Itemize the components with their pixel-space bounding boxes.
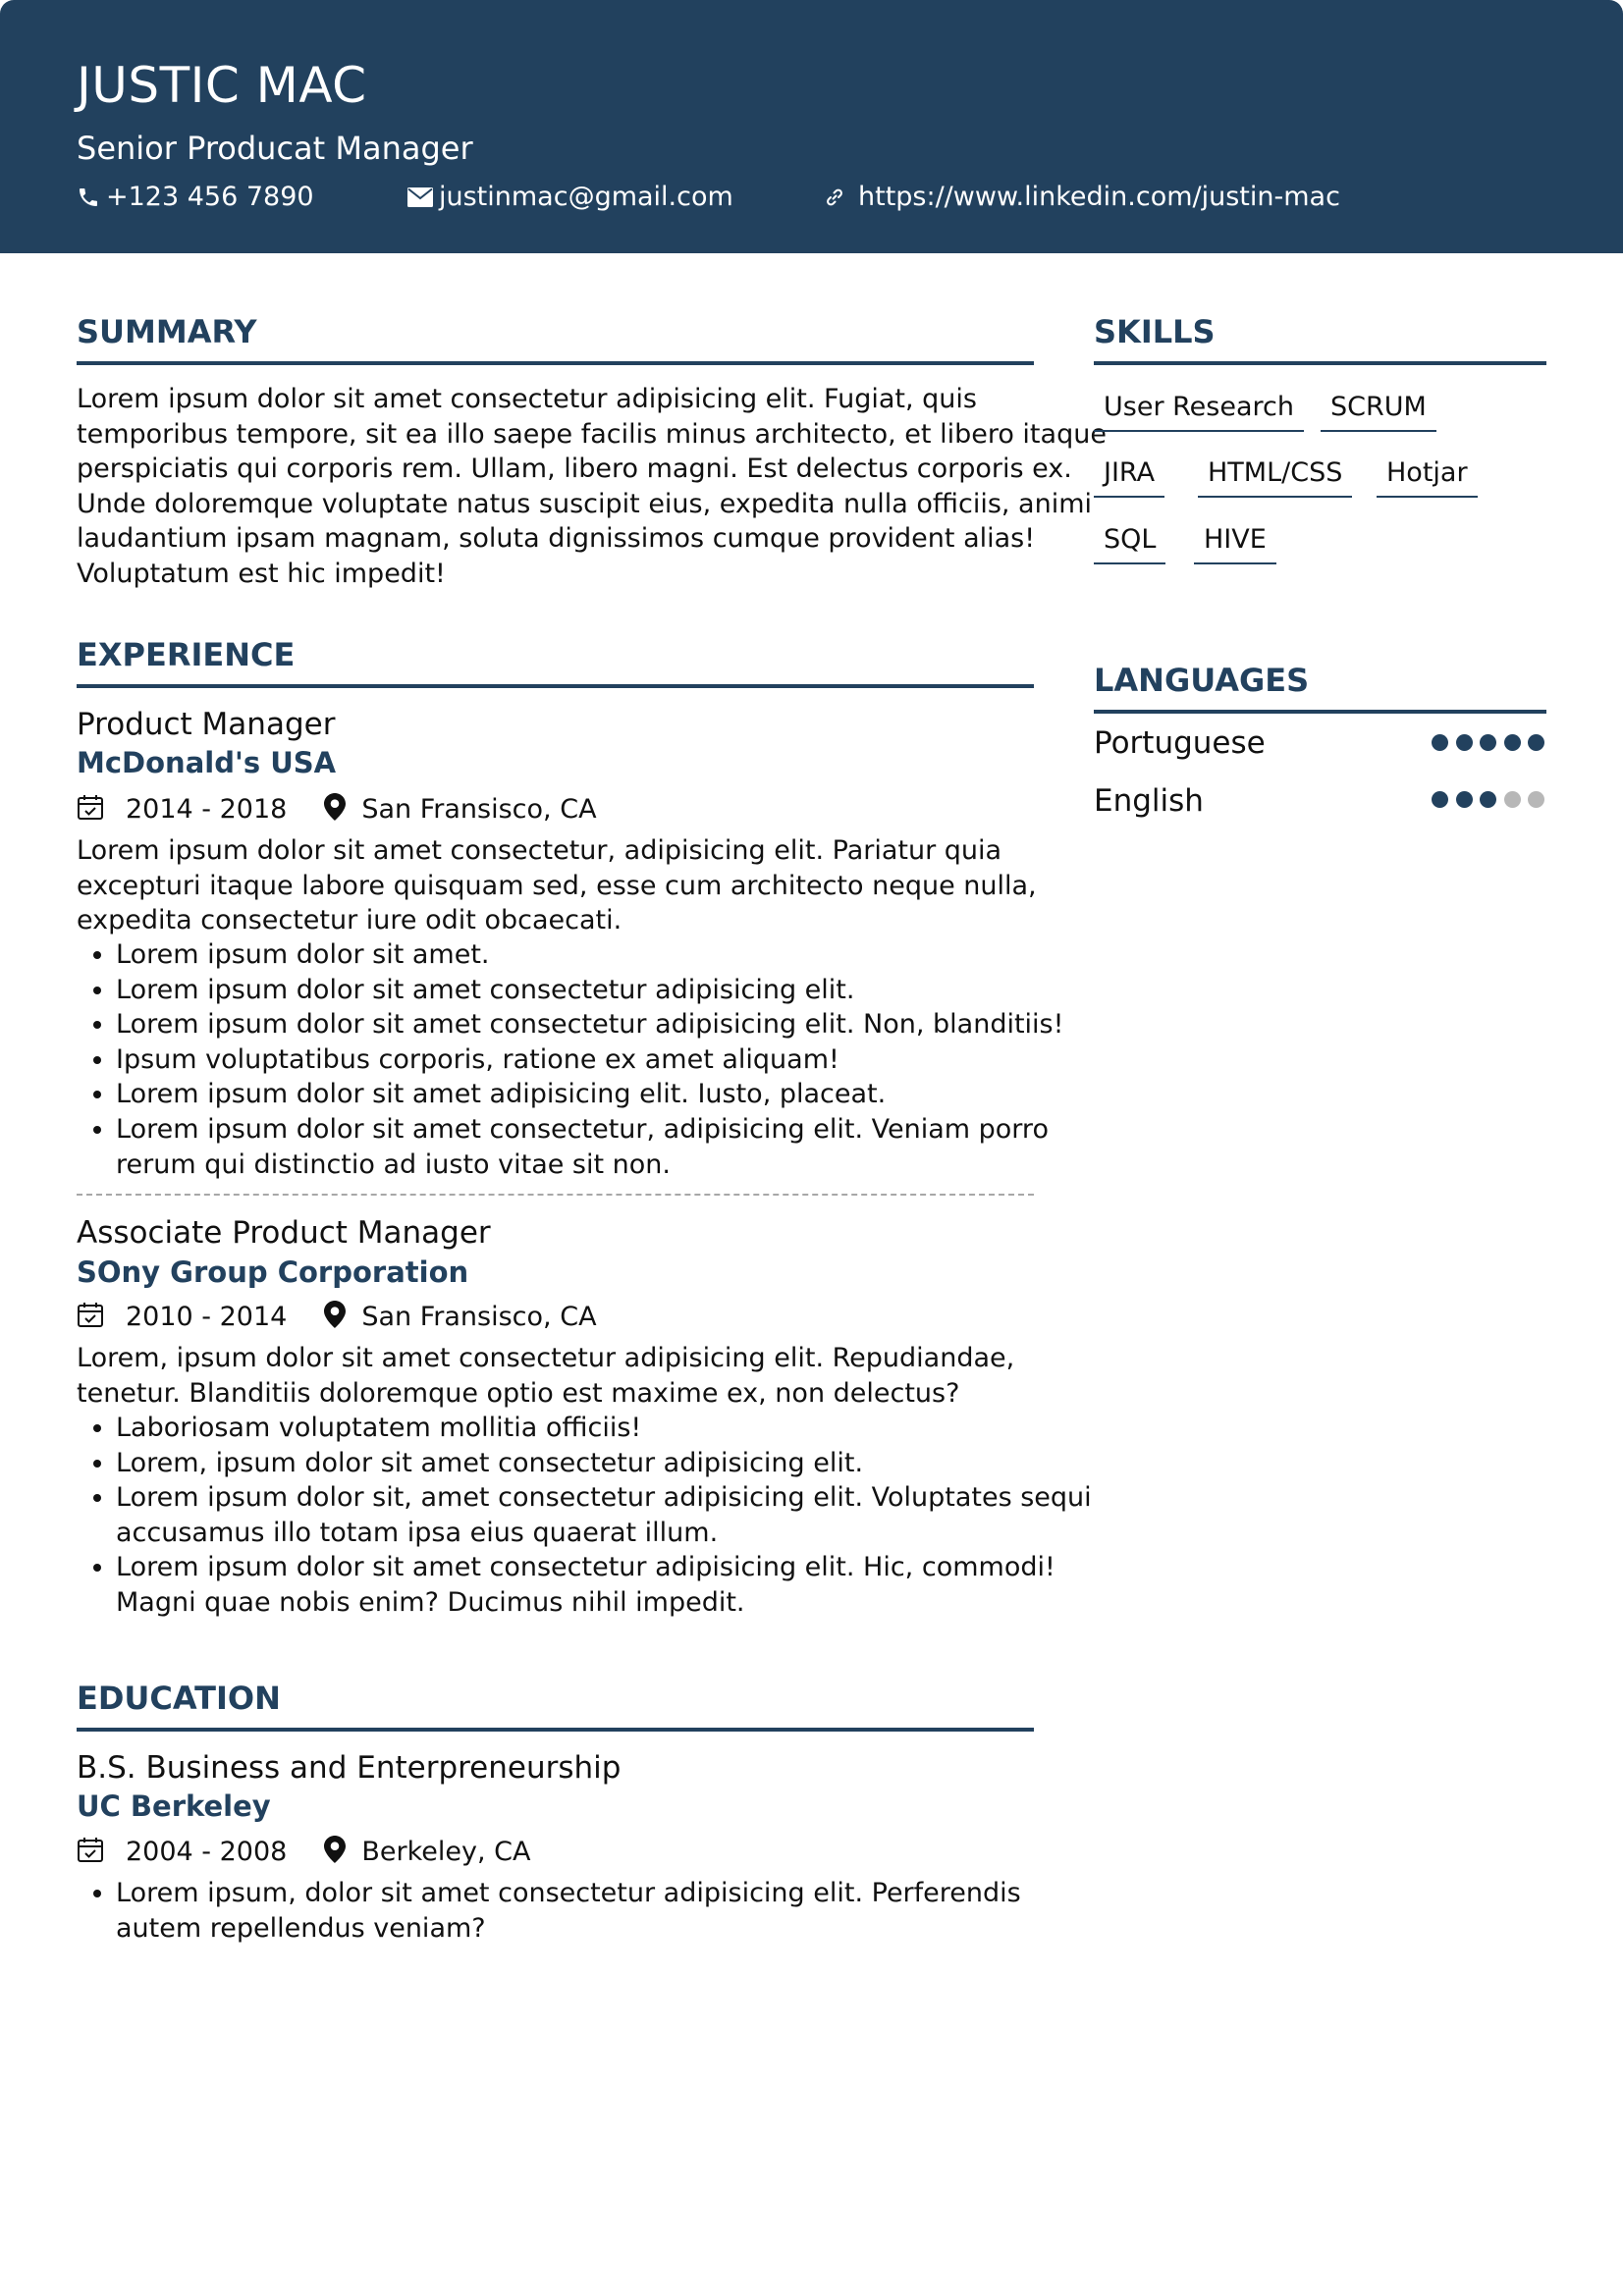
contact-linkedin-text[interactable]: https://www.linkedin.com/justin-mac xyxy=(858,182,1340,212)
resume-header xyxy=(0,0,1623,253)
skill-tag: JIRA xyxy=(1094,459,1164,498)
bullet-text: Lorem, ipsum dolor sit amet consectetur adipisicing elit. xyxy=(116,1447,864,1478)
job-description-line: expedita consectetur iure odit obcaecati. xyxy=(77,905,622,936)
contact-phone xyxy=(77,184,314,210)
bullet-text: Lorem ipsum dolor sit amet adipisicing elit. Iusto, placeat. xyxy=(116,1079,887,1110)
languages-heading: LANGUAGES xyxy=(1094,662,1310,699)
bullet-text: accusamus illo totam ipsa eius quaerat illum. xyxy=(116,1517,719,1548)
job-bullet xyxy=(116,973,1063,1008)
bullet-text: Lorem ipsum dolor sit amet consectetur adipisicing elit. Hic, commodi! xyxy=(116,1552,1055,1583)
job-bullet xyxy=(116,1042,1063,1078)
candidate-name: JUSTIC MAC xyxy=(77,57,367,114)
level-dot-filled xyxy=(1432,734,1448,751)
skill-tag: HTML/CSS xyxy=(1198,459,1352,498)
experience-divider xyxy=(77,684,1034,688)
summary-line: temporibus tempore, sit ea illo saepe facilis minus architecto, et libero itaque xyxy=(77,418,1107,450)
skills-heading: SKILLS xyxy=(1094,313,1216,350)
level-dot-filled xyxy=(1480,791,1496,808)
language-name: Portuguese xyxy=(1094,725,1266,761)
job-bullet xyxy=(116,1007,1063,1042)
level-dot-empty xyxy=(1528,791,1544,808)
bullet-text: rerum qui distinctio ad iusto vitae sit non. xyxy=(116,1148,671,1180)
job-meta xyxy=(77,793,597,826)
job-company: McDonald's USA xyxy=(77,746,337,779)
education-school: UC Berkeley xyxy=(77,1789,271,1823)
language-level xyxy=(1432,791,1552,808)
job-bullet xyxy=(116,1112,1063,1182)
job-location: San Fransisco, CA xyxy=(361,1302,597,1332)
level-dot-filled xyxy=(1456,734,1473,751)
skill-tag: SCRUM xyxy=(1321,394,1436,432)
job-bullets xyxy=(77,1411,1092,1621)
job-description xyxy=(77,833,1037,938)
bullet-text: Lorem ipsum dolor sit, amet consectetur adipisicing elit. Voluptates sequi xyxy=(116,1482,1092,1514)
job-bullets xyxy=(77,937,1063,1182)
level-dot-empty xyxy=(1504,791,1521,808)
envelope-icon xyxy=(407,187,433,207)
map-pin-icon xyxy=(324,1836,346,1868)
skill-tag: SQL xyxy=(1094,526,1165,564)
level-dot-filled xyxy=(1504,734,1521,751)
job-company: SOny Group Corporation xyxy=(77,1255,469,1289)
job-bullet xyxy=(116,1411,1092,1446)
job-description-line: Lorem, ipsum dolor sit amet consectetur adipisicing elit. Repudiandae, xyxy=(77,1343,1015,1373)
education-bullets xyxy=(77,1876,1021,1946)
job-title: Associate Product Manager xyxy=(77,1215,491,1251)
bullet-text: Lorem ipsum dolor sit amet. xyxy=(116,939,490,970)
job-description-line: tenetur. Blanditiis doloremque optio est maxime ex, non delectus? xyxy=(77,1377,960,1409)
candidate-role: Senior Producat Manager xyxy=(77,130,473,167)
education-heading: EDUCATION xyxy=(77,1680,281,1717)
bullet-text: Lorem ipsum dolor sit amet consectetur adipisicing elit. xyxy=(116,974,855,1005)
job-location: San Fransisco, CA xyxy=(361,794,597,825)
job-meta xyxy=(77,1301,597,1333)
education-location: Berkeley, CA xyxy=(361,1837,531,1867)
job-bullet xyxy=(116,937,1063,973)
education-dates: 2004 - 2008 xyxy=(126,1837,288,1867)
job-bullet xyxy=(116,1077,1063,1112)
level-dot-filled xyxy=(1528,734,1544,751)
job-description-line: excepturi itaque labore quisquam sed, esse cum architecto neque nulla, xyxy=(77,870,1037,901)
calendar-icon xyxy=(77,1301,104,1333)
bullet-text: Lorem ipsum dolor sit amet consectetur adipisicing elit. Non, blanditiis! xyxy=(116,1009,1064,1041)
job-description xyxy=(77,1341,1014,1411)
contact-email[interactable] xyxy=(407,184,733,210)
job-bullet xyxy=(116,1550,1092,1620)
language-name: English xyxy=(1094,783,1204,819)
bullet-text: Laboriosam voluptatem mollitia officiis! xyxy=(116,1413,642,1443)
contact-phone-text: +123 456 7890 xyxy=(106,182,314,212)
education-degree: B.S. Business and Enterpreneurship xyxy=(77,1750,622,1786)
summary-text xyxy=(77,382,1107,592)
summary-heading: SUMMARY xyxy=(77,313,257,350)
bullet-text: Magni quae nobis enim? Ducimus nihil impedit. xyxy=(116,1586,745,1618)
map-pin-icon xyxy=(324,1301,346,1333)
bullet-text: Ipsum voluptatibus corporis, ratione ex amet aliquam! xyxy=(116,1043,839,1075)
summary-line: perspiciatis qui corporis rem. Ullam, libero magni. Est delectus corporis ex. xyxy=(77,454,1072,485)
education-divider xyxy=(77,1728,1034,1732)
bullet-text: Lorem ipsum dolor sit amet consectetur, adipisicing elit. Veniam porro xyxy=(116,1113,1049,1145)
contact-linkedin[interactable] xyxy=(825,184,1340,210)
job-separator xyxy=(77,1194,1034,1196)
level-dot-filled xyxy=(1480,734,1496,751)
job-dates: 2014 - 2018 xyxy=(126,794,288,825)
summary-line: Voluptatum est hic impedit! xyxy=(77,558,446,589)
level-dot-filled xyxy=(1456,791,1473,808)
language-level xyxy=(1432,734,1552,751)
calendar-icon xyxy=(77,1836,104,1868)
job-title: Product Manager xyxy=(77,707,336,742)
job-description-line: Lorem ipsum dolor sit amet consectetur, adipisicing elit. Pariatur quia xyxy=(77,835,1002,866)
contact-email-text[interactable]: justinmac@gmail.com xyxy=(439,182,733,212)
summary-line: Unde doloremque voluptate natus suscipit eius, expedita nulla officiis, animi xyxy=(77,488,1093,519)
education-bullet xyxy=(116,1876,1021,1946)
level-dot-filled xyxy=(1432,791,1448,808)
job-bullet xyxy=(116,1480,1092,1550)
job-dates: 2010 - 2014 xyxy=(126,1302,288,1332)
education-meta xyxy=(77,1836,530,1868)
summary-line: laudantium ipsam magnam, soluta dignissimos cumque provident alias! xyxy=(77,523,1036,555)
link-icon xyxy=(825,187,844,207)
phone-icon xyxy=(77,186,100,209)
map-pin-icon xyxy=(324,793,346,826)
bullet-text: Lorem ipsum, dolor sit amet consectetur adipisicing elit. Perferendis xyxy=(116,1878,1021,1908)
languages-divider xyxy=(1094,710,1546,714)
job-bullet xyxy=(116,1446,1092,1481)
skill-tag: User Research xyxy=(1094,394,1304,432)
skills-divider xyxy=(1094,361,1546,365)
skill-tag: HIVE xyxy=(1194,526,1276,564)
skill-tag: Hotjar xyxy=(1377,459,1478,498)
summary-line: Lorem ipsum dolor sit amet consectetur adipisicing elit. Fugiat, quis xyxy=(77,384,977,414)
experience-heading: EXPERIENCE xyxy=(77,636,296,673)
bullet-text: autem repellendus veniam? xyxy=(116,1912,486,1944)
calendar-icon xyxy=(77,793,104,826)
summary-divider xyxy=(77,361,1034,365)
